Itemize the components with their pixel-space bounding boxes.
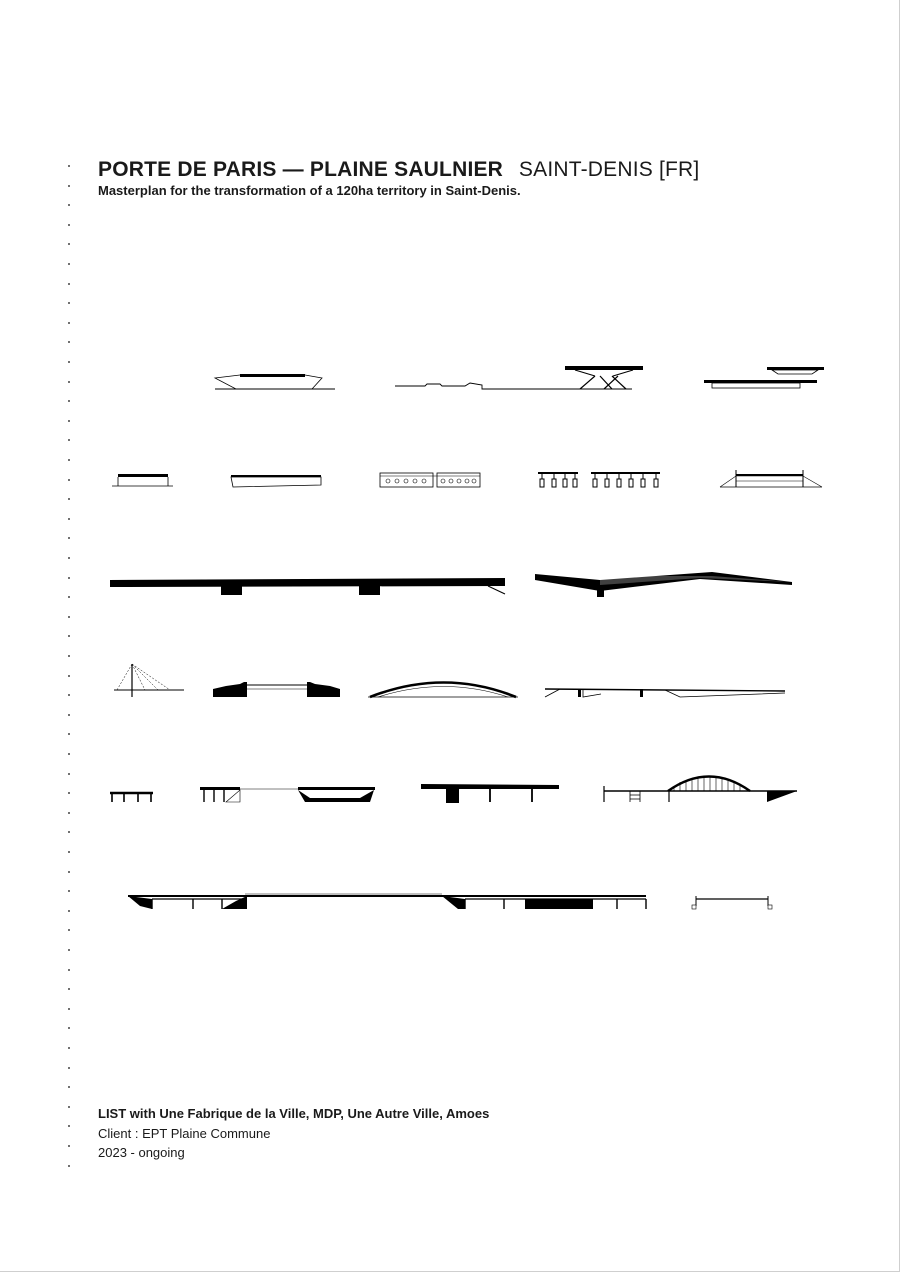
section-5-4 [604, 777, 797, 803]
section-2-2 [231, 475, 321, 487]
section-1-1 [215, 374, 335, 389]
project-credits [98, 1104, 489, 1163]
section-4-4 [545, 689, 785, 697]
section-4-3 [368, 683, 518, 698]
section-5-3 [421, 784, 559, 803]
section-1-3 [704, 367, 824, 388]
credits-period: 2023 - ongoing [98, 1145, 185, 1160]
section-5-1 [110, 793, 153, 802]
section-3-2 [535, 572, 792, 597]
project-description: Masterplan for the transformation of a 120ha territory in Saint-Denis. [98, 183, 521, 198]
section-2-4 [538, 472, 660, 487]
credits-team: LIST with Une Fabrique de la Ville, MDP, Une Autre Ville, Amoes [98, 1106, 490, 1121]
section-1-2 [395, 366, 643, 389]
section-3-1 [110, 578, 505, 595]
section-4-2 [213, 682, 340, 697]
section-5-2 [200, 787, 375, 802]
credits-client: Client : EPT Plaine Commune [98, 1125, 271, 1141]
project-location: SAINT-DENIS [FR] [518, 158, 700, 181]
section-6-2 [692, 896, 772, 909]
project-title: PORTE DE PARIS — PLAINE SAULNIER [98, 158, 504, 181]
section-4-1 [114, 664, 184, 697]
section-2-5 [720, 470, 822, 487]
section-2-1 [112, 474, 173, 486]
section-6-1 [128, 894, 646, 909]
section-2-3 [380, 473, 480, 487]
